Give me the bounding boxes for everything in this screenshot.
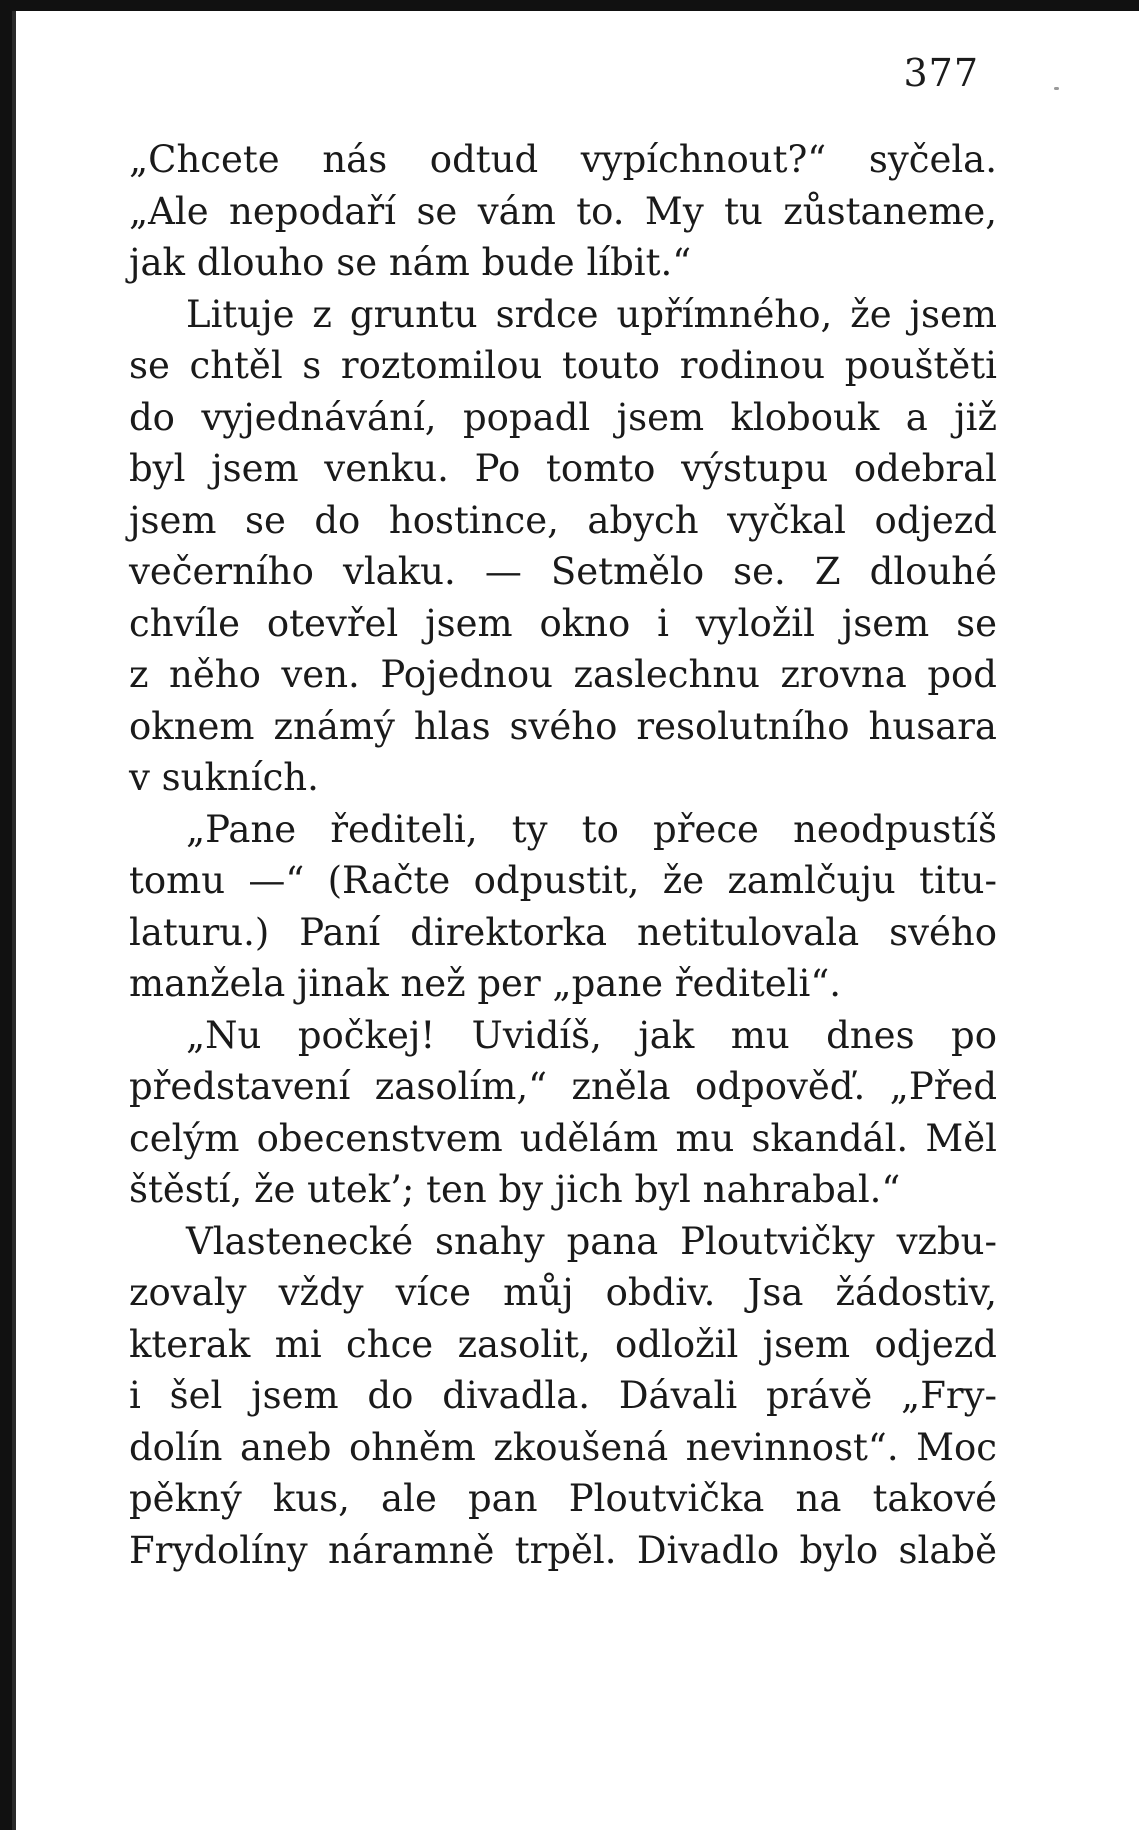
text-line: Frydolíny náramně trpěl. Divadlo bylo slabě — [129, 1528, 997, 1572]
text-line: i šel jsem do divadla. Dávali právě „Fry- — [129, 1374, 997, 1417]
text-line: do vyjednávání, popadl jsem klobouk a již — [129, 395, 997, 439]
book-page — [16, 11, 1139, 1830]
text-line: kterak mi chce zasolit, odložil jsem odjezd — [129, 1322, 997, 1366]
text-line: tomu —“ (Račte odpustit, že zamlčuju titu- — [129, 859, 997, 902]
text-line: oknem známý hlas svého resolutního husara — [129, 704, 997, 748]
text-line: se chtěl s roztomilou touto rodinou pouštěti — [129, 344, 997, 387]
text-line: Vlastenecké snahy pana Ploutvičky vzbu- — [186, 1219, 997, 1263]
text-line: chvíle otevřel jsem okno i vyložil jsem se — [129, 601, 997, 645]
text-line: „Pane řediteli, ty to přece neodpustíš — [186, 807, 997, 851]
text-line: „Chcete nás odtud vypíchnout?“ syčela. — [129, 138, 997, 181]
text-line: štěstí, že utek’; ten by jich byl nahrabal.“ — [129, 1168, 901, 1211]
text-line: večerního vlaku. — Setmělo se. Z dlouhé — [129, 550, 997, 593]
scan-left-edge — [0, 0, 12, 1830]
text-line: laturu.) Paní direktorka netitulovala svého — [129, 910, 997, 954]
text-line: dolín aneb ohněm zkoušená nevinnost“. Moc — [129, 1425, 997, 1469]
body-text — [129, 134, 997, 1576]
text-line: jak dlouho se nám bude líbit.“ — [129, 241, 692, 284]
scan-top-edge — [0, 0, 1139, 11]
text-line: Lituje z gruntu srdce upřímného, že jsem — [186, 292, 997, 336]
scan-speck — [1054, 87, 1059, 90]
text-line: manžela jinak než per „pane řediteli“. — [129, 962, 842, 1005]
text-line: celým obecenstvem udělám mu skandál. Měl — [129, 1116, 997, 1160]
text-line: „Nu počkej! Uvidíš, jak mu dnes po — [186, 1013, 997, 1057]
text-line: v sukních. — [129, 756, 319, 799]
page-number: 377 — [903, 51, 979, 95]
text-line: zovaly vždy více můj obdiv. Jsa žádostiv, — [129, 1271, 997, 1314]
text-line: „Ale nepodaří se vám to. My tu zůstaneme, — [129, 189, 997, 233]
text-line: byl jsem venku. Po tomto výstupu odebral — [129, 447, 997, 490]
text-line: z něho ven. Pojednou zaslechnu zrovna pod — [129, 653, 997, 696]
text-line: představení zasolím,“ zněla odpověď. „Před — [129, 1065, 997, 1108]
text-line: pěkný kus, ale pan Ploutvička na takové — [129, 1477, 997, 1520]
text-line: jsem se do hostince, abych vyčkal odjezd — [129, 498, 997, 542]
